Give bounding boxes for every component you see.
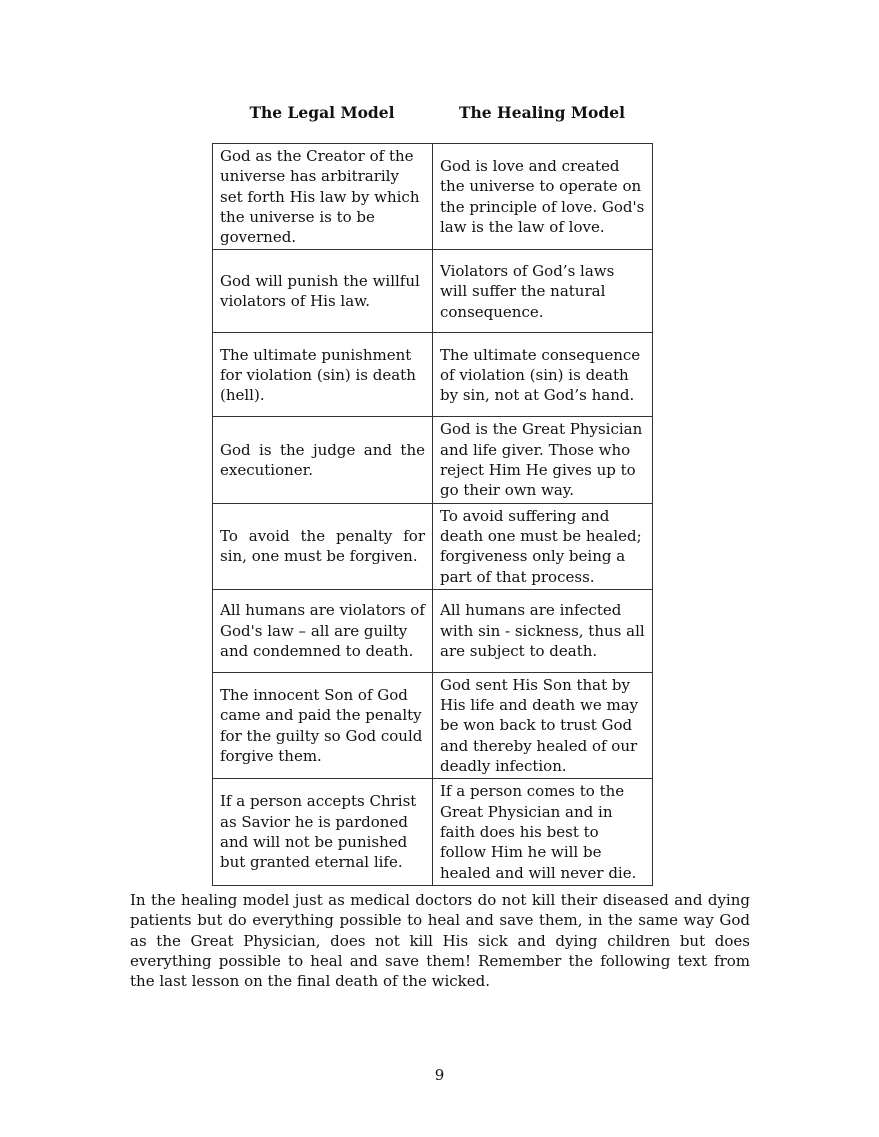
healing-cell: If a person comes to the Great Physician and in faith does his best to follow Him he will be healed and will never die. — [433, 779, 653, 885]
healing-cell: God sent His Son that by His life and death we may be won back to trust God and thereby healed of our deadly infection. — [433, 672, 653, 778]
legal-cell: To avoid the penalty for sin, one must be forgiven. — [213, 503, 433, 589]
legal-cell: All humans are violators of God's law – all are guilty and condemned to death. — [213, 589, 433, 672]
healing-cell: To avoid suffering and death one must be healed; forgiveness only being a part of that process. — [433, 503, 653, 589]
table-row — [213, 589, 653, 672]
legal-cell: God as the Creator of the universe has arbitrarily set forth His law by which the universe is to be governed. — [213, 144, 433, 250]
table-row — [213, 417, 653, 503]
legal-cell: The innocent Son of God came and paid the penalty for the guilty so God could forgive them. — [213, 672, 433, 778]
healing-cell: God is love and created the universe to operate on the principle of love. God's law is the law of love. — [433, 144, 653, 250]
healing-cell: The ultimate consequence of violation (sin) is death by sin, not at God’s hand. — [433, 333, 653, 417]
healing-cell: Violators of God’s laws will suffer the natural consequence. — [433, 250, 653, 333]
body-paragraph: In the healing model just as medical doctors do not kill their diseased and dying patients but do everything possible to heal and save them, in the same way God as the Great Physician, does not kill His sick and dying children but does everything possible to heal and save them! Remember the following text from the last lesson on the final death of the wicked. — [130, 891, 750, 991]
table-row — [213, 144, 653, 250]
legal-cell: God is the judge and the executioner. — [213, 417, 433, 503]
table-headers — [212, 103, 652, 122]
table-row — [213, 779, 653, 885]
legal-cell: If a person accepts Christ as Savior he is pardoned and will not be punished but granted eternal life. — [213, 779, 433, 885]
page-number: 9 — [434, 1066, 445, 1084]
table-row — [213, 672, 653, 778]
comparison-table — [212, 143, 653, 886]
legal-cell: The ultimate punishment for violation (sin) is death (hell). — [213, 333, 433, 417]
healing-model-header: The Healing Model — [459, 103, 625, 122]
legal-cell: God will punish the willful violators of His law. — [213, 250, 433, 333]
table-row — [213, 503, 653, 589]
healing-cell: God is the Great Physician and life giver. Those who reject Him He gives up to go their own way. — [433, 417, 653, 503]
legal-model-header: The Legal Model — [249, 103, 395, 122]
table-row — [213, 333, 653, 417]
healing-cell: All humans are infected with sin - sickness, thus all are subject to death. — [433, 589, 653, 672]
table-row — [213, 250, 653, 333]
